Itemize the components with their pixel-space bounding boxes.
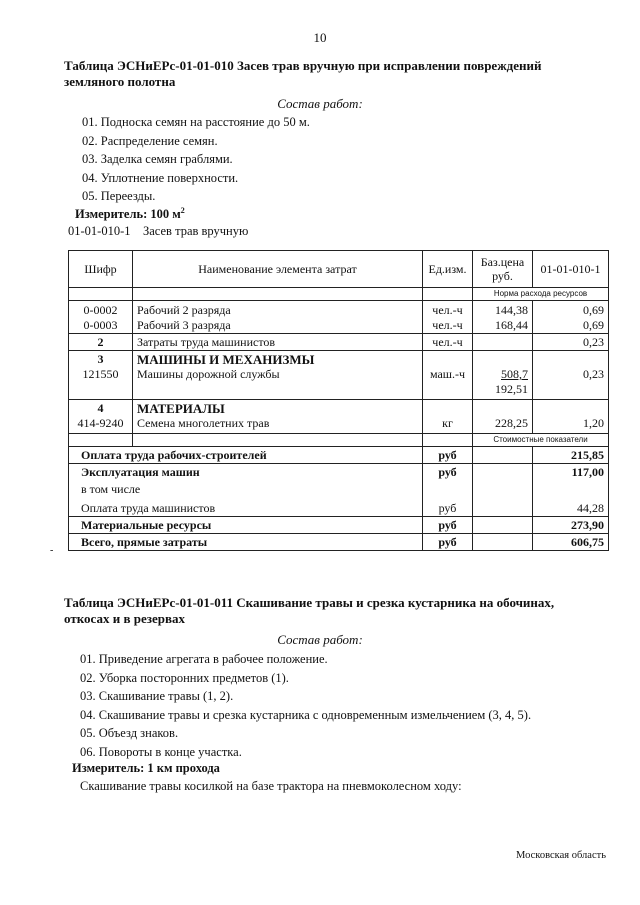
cost-value: 606,75 — [533, 534, 609, 551]
work-item: 02. Распределение семян. — [82, 133, 218, 148]
cost-value: 215,85 — [533, 447, 609, 464]
work-item: 04. Уплотнение поверхности. — [82, 170, 239, 185]
table1-sostav-title: Состав работ: — [277, 96, 363, 111]
work-item: 03. Скашивание травы (1, 2). — [80, 689, 234, 703]
table2-work-list — [80, 650, 600, 761]
table2-subtitle: Скашивание травы косилкой на базе трактора на пневмоколесном ходу: — [80, 779, 462, 793]
cost-unit: руб — [423, 499, 473, 517]
cost-name: в том числе — [69, 480, 423, 499]
cell-price: 168,44 — [473, 318, 533, 334]
cell-value: 0,69 — [533, 301, 609, 319]
cost-subheader: Стоимостные показатели — [473, 434, 609, 447]
cost-value: 273,90 — [533, 517, 609, 534]
cell-code: 0-0003 — [69, 318, 133, 334]
table-row — [69, 334, 609, 351]
cell-code: 3 — [69, 351, 133, 368]
table-row-section — [69, 400, 609, 417]
cost-row — [69, 447, 609, 464]
work-item: 05. Переезды. — [82, 189, 156, 203]
cost-row — [69, 464, 609, 481]
cell-name: Рабочий 2 разряда — [133, 301, 423, 319]
header-price-line2: руб. — [492, 269, 513, 283]
cost-value: 117,00 — [533, 464, 609, 481]
header-price-line1: Баз.цена — [480, 255, 525, 269]
cell-code: 0-0002 — [69, 301, 133, 319]
cell-unit: маш.-ч — [423, 367, 473, 400]
cost-name: Оплата труда рабочих-строителей — [69, 447, 423, 464]
cell-name: Машины дорожной службы — [133, 367, 423, 400]
cost-unit: руб — [423, 517, 473, 534]
cost-unit: руб — [423, 447, 473, 464]
table-row — [69, 301, 609, 319]
measure-sup: 2 — [180, 206, 185, 215]
cell-unit: чел.-ч — [423, 334, 473, 351]
cell-price-secondary: 192,51 — [495, 382, 528, 396]
table-row — [69, 416, 609, 434]
cell-code: 4 — [69, 400, 133, 417]
cost-name: Всего, прямые затраты — [69, 534, 423, 551]
norm-subheader: Норма расхода ресурсов — [473, 288, 609, 301]
table1-title-line1: Таблица ЭСНиЕРс-01-01-010 Засев трав вручную при исправлении повреждений — [64, 58, 542, 73]
cell-price: 144,38 — [473, 301, 533, 319]
cell-price: 228,25 — [473, 416, 533, 434]
work-item: 04. Скашивание травы и срезка кустарника с одновременным измельчением (3, 4, 5). — [80, 707, 532, 722]
cell-name: Рабочий 3 разряда — [133, 318, 423, 334]
header-price — [473, 251, 533, 288]
cell-value: 0,23 — [533, 334, 609, 351]
resource-table — [68, 250, 609, 551]
cost-unit: руб — [423, 534, 473, 551]
work-item: 05. Объезд знаков. — [80, 726, 179, 740]
norm-subheader-row — [69, 288, 609, 301]
work-item: 03. Заделка семян граблями. — [82, 152, 233, 166]
table1-work-list — [82, 113, 602, 206]
work-item: 01. Подноска семян на расстояние до 50 м. — [82, 115, 310, 129]
cell-code: 2 — [69, 334, 133, 351]
table-header-row — [69, 251, 609, 288]
table1-title — [64, 58, 584, 90]
page-number: 10 — [313, 30, 327, 45]
work-item: 01. Приведение агрегата в рабочее положение. — [80, 652, 328, 666]
cost-name: Эксплуатация машин — [69, 464, 423, 481]
cell-value: 0,23 — [533, 367, 609, 400]
cell-price — [473, 334, 533, 351]
cost-row-total — [69, 534, 609, 551]
cost-row — [69, 480, 609, 499]
cell-unit: чел.-ч — [423, 301, 473, 319]
cost-value: 44,28 — [533, 499, 609, 517]
table2-title-line2: откосах и в резервах — [64, 611, 185, 626]
cell-code: 121550 — [69, 367, 133, 400]
header-unit: Ед.изм. — [423, 251, 473, 288]
cost-row — [69, 517, 609, 534]
cost-row — [69, 499, 609, 517]
section-title: МАТЕРИАЛЫ — [133, 400, 423, 417]
cell-name: Семена многолетних трав — [133, 416, 423, 434]
cell-value: 0,69 — [533, 318, 609, 334]
cost-name: Оплата труда машинистов — [69, 499, 423, 517]
footer-region: Московская область — [516, 850, 606, 861]
table1-title-line2: земляного полотна — [64, 74, 176, 89]
header-code: Шифр — [69, 251, 133, 288]
cell-name: Затраты труда машинистов — [133, 334, 423, 351]
table2-measure: Измеритель: 1 км прохода — [72, 761, 220, 775]
table-row — [69, 318, 609, 334]
cost-name: Материальные ресурсы — [69, 517, 423, 534]
table-row — [69, 367, 609, 400]
table2-title — [64, 595, 594, 627]
table2-title-line1: Таблица ЭСНиЕРс-01-01-011 Скашивание травы и срезка кустарника на обочинах, — [64, 595, 555, 610]
header-name: Наименование элемента затрат — [133, 251, 423, 288]
table1-measure — [75, 206, 185, 222]
measure-label: Измеритель: 100 м — [75, 207, 181, 222]
table1-code-line: 01-01-010-1 Засев трав вручную — [68, 224, 249, 238]
cost-unit: руб — [423, 464, 473, 481]
work-item: 06. Повороты в конце участка. — [80, 744, 242, 759]
cell-value: 1,20 — [533, 416, 609, 434]
cell-unit: кг — [423, 416, 473, 434]
cell-unit: чел.-ч — [423, 318, 473, 334]
work-item: 02. Уборка посторонних предметов (1). — [80, 670, 289, 685]
cell-price-main: 508,7 — [501, 367, 528, 381]
cell-code: 414-9240 — [69, 416, 133, 434]
section-title: МАШИНЫ И МЕХАНИЗМЫ — [133, 351, 423, 368]
table2-sostav-title: Состав работ: — [277, 632, 363, 647]
header-col: 01-01-010-1 — [533, 251, 609, 288]
cell-price — [473, 367, 533, 400]
table-row-section — [69, 351, 609, 368]
cost-subheader-row — [69, 434, 609, 447]
margin-mark: - — [50, 545, 54, 556]
